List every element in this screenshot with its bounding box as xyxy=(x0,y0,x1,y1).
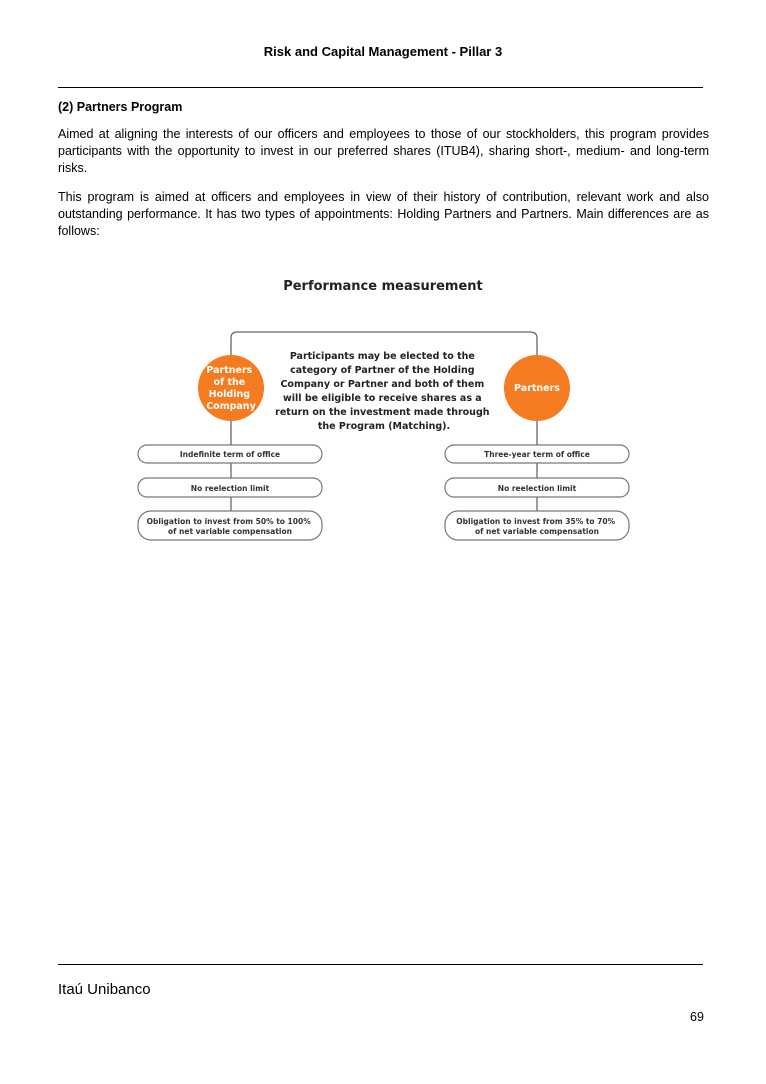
partners-label: Partners xyxy=(514,383,560,394)
diagram-center-text xyxy=(275,351,493,432)
section-heading: (2) Partners Program xyxy=(58,100,183,114)
page-header-title: Risk and Capital Management - Pillar 3 xyxy=(263,44,503,59)
center-text-line: Company or Partner and both of them xyxy=(280,379,485,390)
right-box-term-text: Three-year term of office xyxy=(484,450,590,459)
center-text-line: the Program (Matching). xyxy=(317,421,451,432)
diagram-title: Performance measurement xyxy=(283,279,483,294)
holding-partners-label xyxy=(206,365,256,412)
box-text-line: of net variable compensation xyxy=(475,527,599,536)
left-box-obligation-text xyxy=(147,517,314,536)
left-box-term-text: Indefinite term of office xyxy=(179,450,281,459)
left-box-reelection-text: No reelection limit xyxy=(190,484,270,493)
center-text-line: category of Partner of the Holding xyxy=(290,365,475,376)
circle-label-line: Partners xyxy=(206,365,253,376)
box-text-line: Obligation to invest from 50% to 100% xyxy=(146,517,311,526)
center-text-line: return on the investment made through xyxy=(275,407,490,418)
paragraph-program-purpose: Aimed at aligning the interests of our officers and employees to those of our stockholders, this program provides participants with the opportunity to invest in our preferred shares (ITUB4), sharing short-, medium- and long-term risks. xyxy=(58,127,709,175)
center-text-line: Participants may be elected to the xyxy=(289,351,475,362)
paragraph-program-eligibility: This program is aimed at officers and employees in view of their history of contribution, relevant work and also outstanding performance. It has two types of appointments: Holding Partners and Partners. Main differences are as follows: xyxy=(58,190,709,238)
header-divider xyxy=(58,87,703,88)
right-box-obligation-text xyxy=(456,517,618,536)
circle-label-line: Holding xyxy=(208,389,251,400)
box-text-line: Obligation to invest from 35% to 70% xyxy=(456,517,616,526)
footer-divider xyxy=(58,964,703,965)
partners-program-diagram xyxy=(0,270,766,560)
circle-label-line: of the xyxy=(213,377,246,388)
circle-label-line: Company xyxy=(206,401,256,412)
footer-brand: Itaú Unibanco xyxy=(58,981,151,998)
box-text-line: of net variable compensation xyxy=(168,527,292,536)
center-text-line: will be eligible to receive shares as a xyxy=(282,393,482,404)
page-number: 69 xyxy=(690,1010,704,1024)
right-box-reelection-text: No reelection limit xyxy=(497,484,577,493)
